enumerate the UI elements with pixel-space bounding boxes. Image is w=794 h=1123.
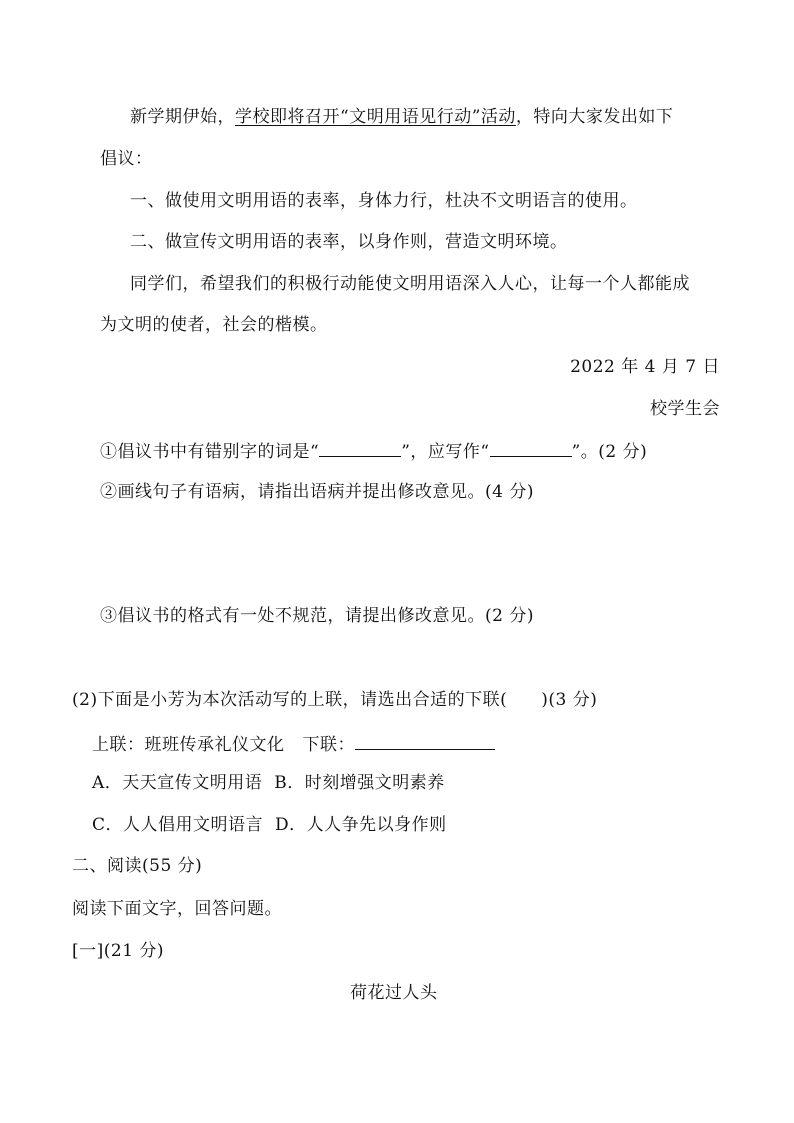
couplet-lines [92, 731, 495, 757]
letter-para3-line1: 同学们，希望我们的积极行动能使文明用语深入人心，让每一个人都能成 [130, 274, 690, 294]
lower-couplet-label: 下联： [302, 735, 355, 755]
reading-instruction: 阅读下面文字，回答问题。 [72, 899, 282, 919]
question-2: ②画线句子有语病，请指出语病并提出修改意见。(4 分) [100, 482, 534, 502]
options-row-2 [92, 813, 447, 837]
letter-item-1: 一、做使用文明用语的表率，身体力行，杜决不文明语言的使用。 [130, 191, 638, 211]
letter-para1-line2: 倡议： [100, 149, 153, 169]
question-3: ③倡议书的格式有一处不规范，请提出修改意见。(2 分) [100, 606, 534, 626]
options-row-1 [92, 771, 445, 795]
couplet-prompt-pre: (2)下面是小芳为本次活动写的上联，请选出合适的下联( [72, 690, 508, 710]
lower-couplet-blank[interactable] [355, 731, 495, 750]
option-a[interactable]: A．天天宣传文明用语 [92, 773, 263, 793]
letter-signature: 校学生会 [650, 399, 720, 419]
couplet-question [72, 688, 597, 712]
letter-para1-pre: 新学期伊始， [130, 107, 235, 127]
letter-para1-line1 [130, 105, 673, 129]
letter-para1-post: ，特向大家发出如下 [515, 107, 674, 127]
question-1-post: ”。(2 分) [571, 442, 648, 462]
answer-blank-1[interactable] [319, 438, 401, 457]
answer-blank-2[interactable] [490, 438, 572, 457]
option-c[interactable]: C．人人倡用文明语言 [92, 815, 264, 835]
question-1 [100, 438, 647, 464]
option-b[interactable]: B．时刻增强文明素养 [274, 773, 445, 793]
article-title: 荷花过人头 [350, 983, 438, 1003]
section-title: 二、阅读(55 分) [72, 856, 203, 876]
upper-couplet: 上联：班班传承礼仪文化 [92, 735, 285, 755]
option-d[interactable]: D．人人争先以身作则 [275, 815, 447, 835]
question-1-pre: ①倡议书中有错别字的词是“ [100, 442, 320, 462]
underlined-sentence: 学校即将召开“文明用语见行动”活动 [235, 107, 516, 127]
letter-item-2: 二、做宣传文明用语的表率，以身作则，营造文明环境。 [130, 232, 568, 252]
letter-date: 2022 年 4 月 7 日 [570, 357, 720, 377]
couplet-prompt-post: )(3 分) [541, 690, 598, 710]
question-1-mid: ”，应写作“ [401, 442, 490, 462]
part-label: [一](21 分) [72, 941, 165, 961]
letter-para3-line2: 为文明的使者，社会的楷模。 [100, 315, 328, 335]
